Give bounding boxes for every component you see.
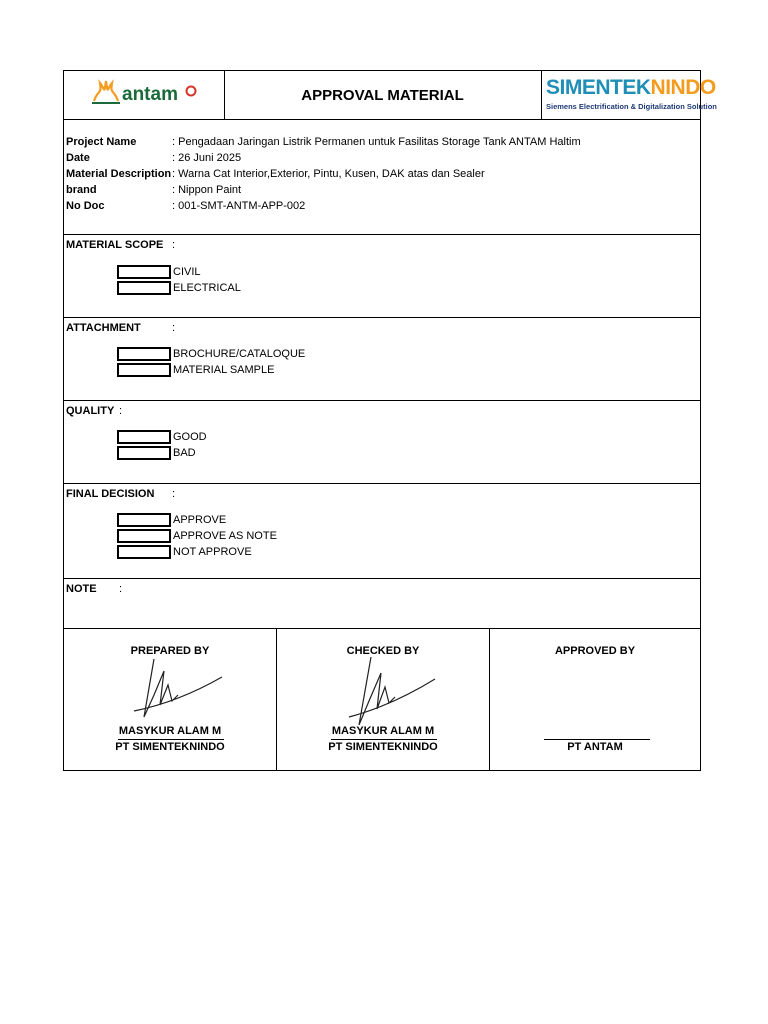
- form-title: APPROVAL MATERIAL: [224, 71, 542, 119]
- signature-line: [331, 739, 437, 740]
- section-final-decision: FINAL DECISION : APPROVE APPROVE AS NOTE NOT APPROVE: [64, 484, 700, 579]
- checkbox-civil[interactable]: [117, 265, 171, 279]
- antam-logo: [64, 71, 225, 119]
- section-title: ATTACHMENT: [66, 322, 141, 334]
- project-info: [64, 120, 700, 235]
- signature-heading: APPROVED BY: [554, 645, 636, 657]
- checkbox-bad[interactable]: [117, 446, 171, 460]
- checkbox-approve[interactable]: [117, 513, 171, 527]
- simenteknindo-logo: [542, 71, 717, 119]
- checkbox-brochure[interactable]: [117, 347, 171, 361]
- section-quality: QUALITY : GOOD BAD: [64, 401, 700, 484]
- section-title: QUALITY: [66, 405, 115, 417]
- signer-name: MASYKUR ALAM M: [118, 725, 222, 737]
- signer-name: MASYKUR ALAM M: [331, 725, 435, 737]
- signature-prepared: [64, 629, 277, 770]
- option-label: CIVIL: [173, 266, 201, 278]
- option-label: GOOD: [173, 431, 207, 443]
- checkbox-electrical[interactable]: [117, 281, 171, 295]
- option-label: NOT APPROVE: [173, 546, 252, 558]
- signer-company: PT SIMENTEKNINDO: [115, 741, 225, 753]
- signature-checked: [277, 629, 490, 770]
- checkbox-good[interactable]: [117, 430, 171, 444]
- section-note: NOTE :: [64, 579, 700, 629]
- handwritten-signature: [337, 655, 437, 725]
- handwritten-signature: [124, 655, 224, 725]
- section-title: MATERIAL SCOPE: [66, 239, 164, 251]
- checkbox-approve-as-note[interactable]: [117, 529, 171, 543]
- simenteknindo-logo-text: SIMENTEKNINDO: [546, 76, 716, 99]
- approval-form: [63, 70, 717, 771]
- signature-line: [118, 739, 224, 740]
- signature-block: [64, 629, 700, 770]
- form-header: [64, 71, 717, 120]
- signer-company: PT SIMENTEKNINDO: [328, 741, 438, 753]
- signature-approved: [490, 629, 700, 770]
- option-label: ELECTRICAL: [173, 282, 241, 294]
- checkbox-material-sample[interactable]: [117, 363, 171, 377]
- info-row-material: Material Description: Warna Cat Interior,Exterior, Pintu, Kusen, DAK atas dan Sealer: [66, 168, 485, 180]
- section-material-scope: MATERIAL SCOPE : CIVIL ELECTRICAL: [64, 235, 700, 318]
- simenteknindo-tagline: Siemens Electrification & Digitalization Solution: [546, 102, 717, 111]
- signature-heading: CHECKED BY: [346, 645, 420, 657]
- checkbox-not-approve[interactable]: [117, 545, 171, 559]
- antam-logo-text: antam: [122, 84, 178, 105]
- option-label: APPROVE: [173, 514, 227, 526]
- signer-company: PT ANTAM: [567, 741, 623, 753]
- option-label: MATERIAL SAMPLE: [173, 364, 275, 376]
- info-row-project: Project Name : Pengadaan Jaringan Listrik Permanen untuk Fasilitas Storage Tank ANTAM Haltim: [66, 136, 581, 148]
- info-row-doc: No Doc : 001-SMT-ANTM-APP-002: [66, 200, 306, 212]
- option-label: BROCHURE/CATALOQUE: [173, 348, 306, 360]
- info-row-date: Date : 26 Juni 2025: [66, 152, 242, 164]
- option-label: APPROVE AS NOTE: [173, 530, 277, 542]
- section-title: NOTE: [66, 583, 97, 595]
- antam-flame-icon: [90, 75, 122, 105]
- option-label: BAD: [173, 447, 196, 459]
- section-title: FINAL DECISION: [66, 488, 155, 500]
- signature-heading: PREPARED BY: [130, 645, 210, 657]
- antam-mark-icon: [185, 85, 197, 97]
- info-row-brand: brand : Nippon Paint: [66, 184, 242, 196]
- signature-line: [544, 739, 650, 740]
- section-attachment: ATTACHMENT : BROCHURE/CATALOQUE MATERIAL SAMPLE: [64, 318, 700, 401]
